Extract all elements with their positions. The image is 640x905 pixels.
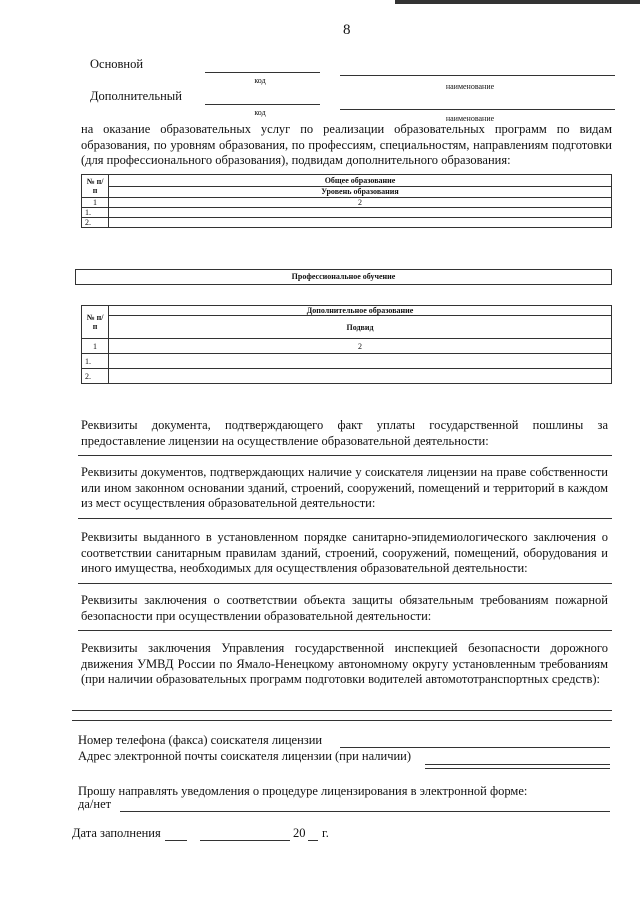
main-code-caption: код [254, 76, 266, 85]
fill-year-line[interactable] [308, 840, 318, 841]
additional-row-num: 1. [82, 354, 109, 369]
additional-section-title: Дополнительное образование [109, 306, 612, 316]
general-row-num: 2. [82, 218, 109, 228]
phone-label: Номер телефона (факса) соискателя лицензии [78, 733, 323, 747]
additional-education-table [81, 305, 612, 384]
general-row-value[interactable] [109, 208, 612, 218]
section-property-docs: Реквизиты документов, подтверждающих наличие у соискателя лицензии на праве собственности или ином законном основании зданий, строений, сооружений, помещений и территорий в каждом из мест осуществления образовательной деятельности: [81, 465, 608, 510]
general-index-2: 2 [109, 198, 612, 208]
main-name-line[interactable] [340, 75, 615, 76]
general-row-num: 1. [82, 208, 109, 218]
section-fire-safety: Реквизиты заключения о соответствии объекта защиты обязательным требованиям пожарной безопасности при осуществлении образовательной деятельности: [81, 593, 608, 623]
email-input-line[interactable] [425, 764, 610, 765]
additional-row-value[interactable] [109, 354, 612, 369]
general-section-title: Общее образование [109, 175, 612, 187]
section-traffic-line-2[interactable] [72, 720, 612, 721]
scan-edge [395, 0, 640, 4]
general-index-1: 1 [82, 198, 109, 208]
section-sanitary-line[interactable] [78, 583, 612, 584]
phone-input-line[interactable] [340, 747, 610, 748]
main-code-line[interactable] [205, 72, 320, 73]
notify-answer-line[interactable] [120, 811, 610, 812]
section-fee-line[interactable] [78, 455, 612, 456]
table-row [82, 208, 612, 218]
email-label: Адрес электронной почты соискателя лицензии (при наличии) [78, 749, 412, 763]
table-row [82, 218, 612, 228]
fill-date-label: Дата заполнения [72, 826, 161, 840]
email-input-line-2[interactable] [425, 768, 610, 769]
fill-month-line[interactable] [200, 840, 290, 841]
page-number: 8 [343, 22, 351, 38]
general-col-header: Уровень образования [109, 186, 612, 198]
additional-name-caption: наименование [445, 114, 495, 123]
section-traffic-line-1[interactable] [72, 710, 612, 711]
additional-code-caption: код [254, 108, 266, 117]
general-row-value[interactable] [109, 218, 612, 228]
additional-label: Дополнительный [90, 89, 182, 103]
section-fee-payment: Реквизиты документа, подтверждающего факт уплаты государственной пошлины за предоставление лицензии на осуществление образовательной деятельности: [81, 418, 608, 448]
section-traffic-police: Реквизиты заключения Управления государственной инспекцией безопасности дорожного движения УМВД России по Ямало-Ненецкому автономному округу установленным требованиям (при наличии образовательных программ подготовки водителей автомототранспортных средств): [81, 641, 608, 686]
additional-index-2: 2 [109, 339, 612, 354]
additional-row-value[interactable] [109, 369, 612, 384]
additional-col-header: Подвид [109, 316, 612, 339]
section-sanitary: Реквизиты выданного в установленном порядке санитарно-эпидемиологического заключения о соответствии санитарным правилам зданий, строений, сооружений, помещений, оборудования и иного имущества, необходимых для осуществления образовательной деятельности: [81, 530, 608, 575]
main-name-caption: наименование [445, 82, 495, 91]
section-property-line[interactable] [78, 518, 612, 519]
general-education-table [81, 174, 612, 228]
notify-text: Прошу направлять уведомления о процедуре лицензирования в электронной форме: [78, 784, 528, 798]
intro-text: на оказание образовательных услуг по реализации образовательных программ по видам образования, по уровням образования, по профессиям, специальностям, направлениям подготовки (для профессионального образования), подвидам дополнительного образования: [81, 122, 612, 167]
general-num-header: № п/п [82, 175, 109, 198]
additional-name-line[interactable] [340, 109, 615, 110]
additional-code-line[interactable] [205, 104, 320, 105]
main-label: Основной [90, 57, 144, 71]
table-row [82, 339, 612, 354]
fill-day-line[interactable] [165, 840, 187, 841]
additional-index-1: 1 [82, 339, 109, 354]
notify-yes-no: да/нет [78, 797, 112, 811]
section-fire-line[interactable] [78, 630, 612, 631]
professional-training-title: Профессиональное обучение [75, 269, 612, 285]
additional-row-num: 2. [82, 369, 109, 384]
fill-year-suffix: г. [322, 826, 329, 840]
table-row [82, 354, 612, 369]
table-row [82, 369, 612, 384]
fill-year-prefix: 20 [293, 826, 306, 840]
table-row [82, 198, 612, 208]
additional-num-header: № п/п [82, 306, 109, 339]
